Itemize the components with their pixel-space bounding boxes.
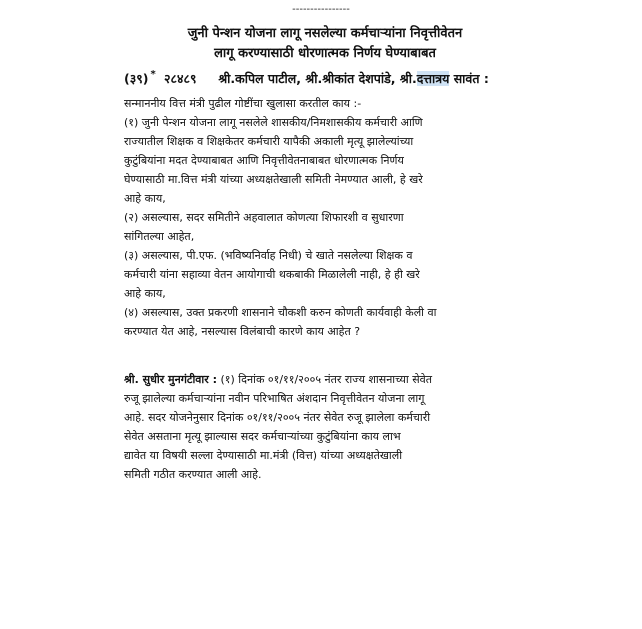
answer-line: द्यावेत या विषयी सल्ला देण्यासाठी मा.मंत्री (वित्त) यांच्या अध्यक्षतेखाली (124, 449, 403, 462)
question-line: कर्मचारी यांना सहाव्या वेतन आयोगाची थकबाकी मिळालेली नाही, हे ही खरे (124, 268, 420, 281)
question-intro: सन्माननीय वित्त मंत्री पुढील गोष्टींचा खुलासा करतील काय :- (124, 97, 362, 110)
question-id: २८४८९ (164, 71, 197, 86)
question-line: (२) असल्यास, सदर समितीने अहवालात कोणत्या शिफारशी व सुधारणा (124, 211, 404, 224)
question-line: आहे काय, (124, 192, 166, 205)
answer-first-line (124, 370, 508, 389)
question-line: करण्यात येत आहे, नसल्यास विलंबाची कारणे काय आहेत ? (124, 325, 361, 338)
question-line: राज्यातील शिक्षक व शिक्षकेतर कर्मचारी यापैकी अकाली मृत्यू झालेल्यांच्या (124, 135, 414, 148)
document-title-line-2: लागू करण्यासाठी धोरणात्मक निर्णय घेण्याबाबत (214, 46, 436, 61)
separator-line: ---------------- (292, 4, 350, 15)
answer-first-line-text: (१) दिनांक ०१/११/२००५ नंतर राज्य शासनाच्या सेवेत (217, 373, 433, 386)
answer-line: रुजू झालेल्या कर्मचाऱ्यांना नवीन परिभाषित अंशदान निवृत्तीवेतन योजना लागू (124, 392, 425, 405)
question-line: (१) जुनी पेन्शन योजना लागू नसलेले शासकीय/निमशासकीय कर्मचारी आणि (124, 116, 423, 129)
question-line: कुटुंबियांना मदत देण्याबाबत आणि निवृत्तीवेतनाबाबत धोरणात्मक निर्णय (124, 154, 404, 167)
question-line: (४) असल्यास, उक्त प्रकरणी शासनाने चौकशी करुन कोणती कार्यवाही केली वा (124, 306, 437, 319)
answer-body (124, 370, 508, 484)
answer-line: सेवेत असताना मृत्यू झाल्यास सदर कर्मचाऱ्यांच्या कुटुंबियांना काय लाभ (124, 430, 401, 443)
starred-question-marker: * (150, 69, 156, 80)
question-line: (३) असल्यास, पी.एफ. (भविष्यनिर्वाह निधी) चे खाते नसलेल्या शिक्षक व (124, 249, 413, 262)
question-line: घेण्यासाठी मा.वित्त मंत्री यांच्या अध्यक्षतेखाली समिती नेमण्यात आली, हे खरे (124, 173, 423, 186)
question-line: सांगितल्या आहेत, (124, 230, 195, 243)
answer-line: आहे. सदर योजनेनुसार दिनांक ०१/११/२००५ नंतर सेवेत रुजू झालेला कर्मचारी (124, 411, 431, 424)
question-number: (३९) (124, 71, 149, 86)
members-text-pre: श्री.कपिल पाटील, श्री.श्रीकांत देशपांडे, श्री. (218, 71, 417, 86)
question-header (124, 70, 604, 90)
question-body (124, 94, 508, 341)
answer-speaker: श्री. सुधीर मुनगंटीवार : (124, 373, 217, 386)
question-members (218, 71, 489, 86)
members-text-post: सावंत : (449, 71, 489, 86)
document-title-line-1: जुनी पेन्शन योजना लागू नसलेल्या कर्मचाऱ्यांना निवृत्तीवेतन (187, 26, 463, 41)
highlighted-text[interactable]: दत्तात्रय (416, 71, 450, 86)
question-line: आहे काय, (124, 287, 166, 300)
answer-line: समिती गठीत करण्यात आली आहे. (124, 468, 262, 481)
